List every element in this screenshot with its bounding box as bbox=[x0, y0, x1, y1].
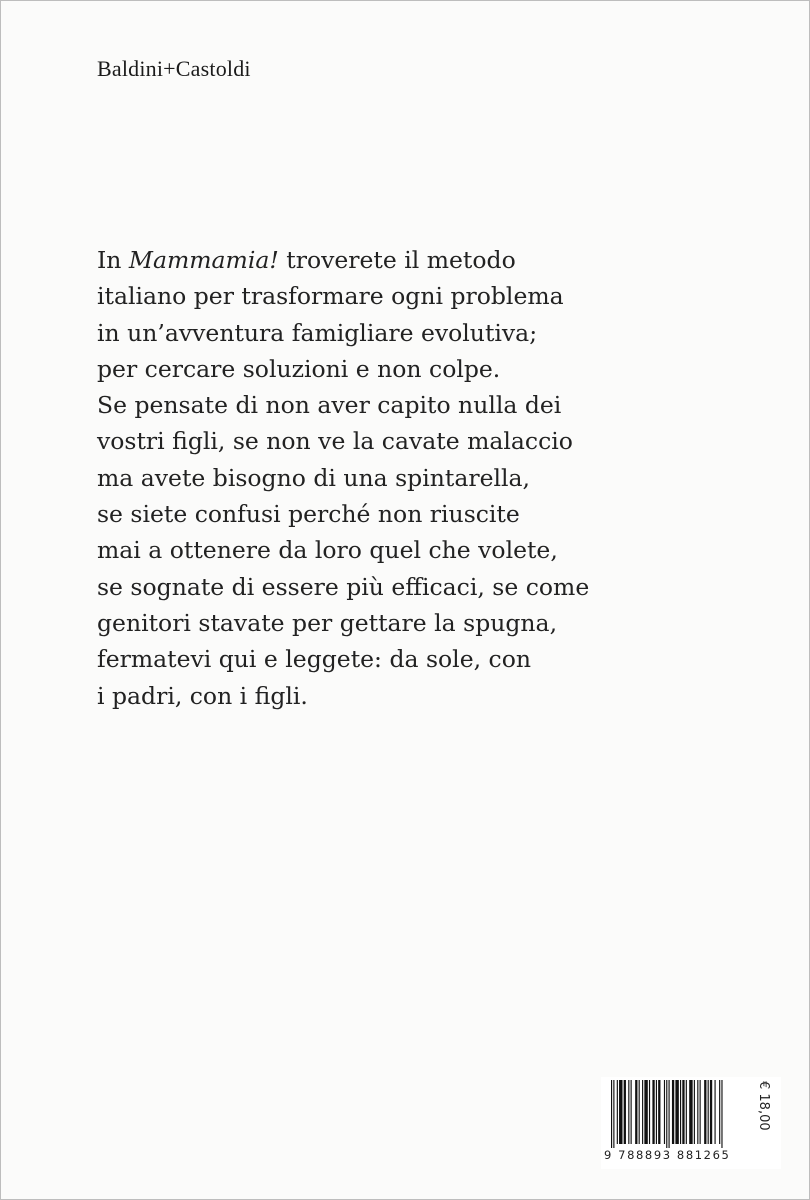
barcode-bar bbox=[682, 1080, 684, 1144]
barcode-bar bbox=[624, 1080, 626, 1144]
barcode-bar bbox=[689, 1080, 692, 1144]
barcode-bar bbox=[697, 1080, 698, 1144]
barcode-bar bbox=[639, 1080, 640, 1144]
barcode-bar bbox=[669, 1080, 670, 1148]
publisher-logo: Baldini+Castoldi bbox=[97, 56, 251, 81]
blurb-text bbox=[97, 242, 737, 714]
barcode-bar bbox=[642, 1080, 643, 1144]
barcode-bar bbox=[631, 1080, 632, 1144]
book-title: Mammamia! bbox=[128, 246, 279, 274]
blurb-line: In Mammamia! troverete il metodo bbox=[97, 246, 516, 274]
barcode-bar bbox=[715, 1080, 716, 1144]
barcode-bar bbox=[694, 1080, 695, 1144]
barcode-bar bbox=[710, 1080, 712, 1144]
barcode-bar bbox=[704, 1080, 706, 1144]
barcode-bar bbox=[672, 1080, 674, 1144]
blurb-line: mai a ottenere da loro quel che volete, bbox=[97, 536, 558, 565]
blurb-line: Se pensate di non aver capito nulla dei bbox=[97, 391, 562, 420]
barcode-bar bbox=[680, 1080, 681, 1144]
blurb-line: ma avete bisogno di una spintarella, bbox=[97, 463, 530, 492]
barcode-bar bbox=[658, 1080, 660, 1144]
blurb-line: se siete confusi perché non riuscite bbox=[97, 500, 520, 529]
blurb-line: genitori stavate per gettare la spugna, bbox=[97, 608, 558, 637]
barcode-bar bbox=[666, 1080, 667, 1148]
barcode-bar bbox=[675, 1080, 678, 1144]
blurb-line: fermatevi qui e leggete: da sole, con bbox=[97, 645, 531, 674]
price-label: € 18,00 bbox=[756, 1081, 771, 1131]
barcode-bar bbox=[611, 1080, 612, 1148]
barcode-bar bbox=[628, 1080, 629, 1144]
barcode-bar bbox=[635, 1080, 637, 1144]
barcode-bar bbox=[617, 1080, 618, 1144]
barcode-bars bbox=[611, 1080, 743, 1148]
blurb-line: italiano per trasformare ogni problema bbox=[97, 282, 564, 311]
barcode-bar bbox=[644, 1080, 647, 1144]
barcode-bar bbox=[613, 1080, 614, 1148]
barcode-bar bbox=[721, 1080, 722, 1148]
blurb-line: se sognate di essere più efficaci, se come bbox=[97, 572, 590, 601]
barcode-bar bbox=[686, 1080, 687, 1144]
barcode-bar bbox=[664, 1080, 665, 1144]
blurb-line: per cercare soluzioni e non colpe. bbox=[97, 354, 501, 383]
barcode-bar bbox=[708, 1080, 709, 1144]
isbn-number: 9 788893 881265 bbox=[604, 1148, 731, 1162]
barcode-bar bbox=[619, 1080, 622, 1144]
blurb-line: vostri figli, se non ve la cavate malaccio bbox=[97, 427, 573, 456]
barcode-bar bbox=[656, 1080, 657, 1144]
barcode-bar bbox=[652, 1080, 654, 1144]
barcode-bar bbox=[649, 1080, 650, 1144]
barcode-bar bbox=[700, 1080, 701, 1144]
blurb-line: in un’avventura famigliare evolutiva; bbox=[97, 318, 538, 347]
barcode-bar bbox=[719, 1080, 720, 1144]
blurb-line: i padri, con i figli. bbox=[97, 681, 308, 710]
